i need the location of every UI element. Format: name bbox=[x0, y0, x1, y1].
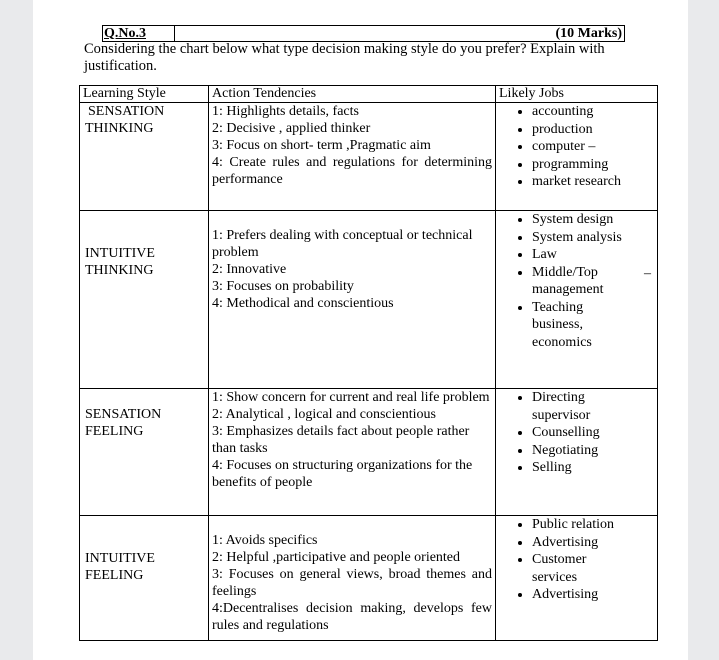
style-line: THINKING bbox=[85, 263, 154, 278]
question-header-box bbox=[102, 25, 625, 42]
job-item: • Advertising bbox=[532, 586, 654, 604]
jobs-list bbox=[499, 211, 654, 351]
table-row bbox=[80, 516, 658, 641]
tendency-line: 4: Methodical and conscientious bbox=[212, 296, 394, 311]
header-learning-style: Learning Style bbox=[80, 86, 209, 103]
job-item: • System analysis bbox=[532, 229, 654, 247]
job-item: • market research bbox=[532, 173, 654, 191]
tendency-line: 1: Avoids specifics bbox=[212, 533, 318, 548]
tendency-line: 4: Create rules and regulations for determining performance bbox=[212, 155, 492, 187]
tendency-line: 3: Focus on short- term ,Pragmatic aim bbox=[212, 138, 431, 153]
question-marks: (10 Marks) bbox=[555, 26, 622, 41]
learning-style-cell bbox=[80, 389, 209, 516]
style-line: INTUITIVE bbox=[85, 551, 155, 566]
header-divider bbox=[174, 25, 175, 42]
job-item: • System design bbox=[532, 211, 654, 229]
job-item: • Advertising bbox=[532, 534, 654, 552]
tendency-line: 1: Prefers dealing with conceptual or technical problem bbox=[212, 228, 473, 260]
job-item: • accounting bbox=[532, 103, 654, 121]
tendency-line: 2: Analytical , logical and conscientious bbox=[212, 407, 436, 422]
action-tendencies-cell bbox=[209, 211, 496, 389]
style-line: SENSATION bbox=[88, 104, 165, 119]
action-tendencies-cell bbox=[209, 389, 496, 516]
tendency-line: 2: Innovative bbox=[212, 262, 287, 277]
header-likely-jobs: Likely Jobs bbox=[496, 86, 658, 103]
job-item: • computer – bbox=[532, 138, 654, 156]
job-item: • Customer services bbox=[532, 551, 602, 586]
tendency-line: 3: Focuses on general views, broad themes and feelings bbox=[212, 567, 492, 599]
tendency-line: 4:Decentralises decision making, develops few rules and regulations bbox=[212, 601, 492, 633]
job-item: • Negotiating bbox=[532, 442, 654, 460]
likely-jobs-cell bbox=[496, 516, 658, 641]
tendency-line: 2: Helpful ,participative and people oriented bbox=[212, 550, 461, 565]
jobs-list bbox=[499, 516, 654, 604]
tendency-line: 1: Highlights details, facts bbox=[212, 104, 359, 119]
style-line: THINKING bbox=[85, 121, 154, 136]
stray-dash: – bbox=[644, 266, 651, 281]
job-item: • Counselling bbox=[532, 424, 654, 442]
job-item: • Middle/Top management bbox=[532, 264, 632, 299]
question-text: Considering the chart below what type decision making style do you prefer? Explain with justification. bbox=[84, 41, 605, 74]
tendency-line: 3: Focuses on probability bbox=[212, 279, 354, 294]
likely-jobs-cell bbox=[496, 103, 658, 211]
tendency-line: 4: Focuses on structuring organizations for the benefits of people bbox=[212, 458, 473, 490]
table-header-row bbox=[80, 86, 658, 103]
jobs-list bbox=[499, 389, 654, 477]
jobs-list bbox=[499, 103, 654, 191]
tendency-line: 2: Decisive , applied thinker bbox=[212, 121, 371, 136]
likely-jobs-cell bbox=[496, 211, 658, 389]
table-row bbox=[80, 389, 658, 516]
style-line: FEELING bbox=[85, 568, 144, 583]
likely-jobs-cell bbox=[496, 389, 658, 516]
tendency-line: 1: Show concern for current and real life problem bbox=[212, 390, 490, 405]
learning-style-cell bbox=[80, 516, 209, 641]
tendency-line: 3: Emphasizes details fact about people rather than tasks bbox=[212, 424, 470, 456]
learning-style-cell bbox=[80, 103, 209, 211]
job-item: • Law bbox=[532, 246, 654, 264]
decision-style-table bbox=[79, 85, 658, 641]
job-item: • Directing supervisor bbox=[532, 389, 612, 424]
style-line: INTUITIVE bbox=[85, 246, 155, 261]
style-line: SENSATION bbox=[85, 407, 162, 422]
job-item: • Public relation bbox=[532, 516, 654, 534]
table-row bbox=[80, 211, 658, 389]
question-number: Q.No.3 bbox=[104, 26, 146, 41]
action-tendencies-cell bbox=[209, 103, 496, 211]
job-item: • production bbox=[532, 121, 654, 139]
header-action-tendencies: Action Tendencies bbox=[209, 86, 496, 103]
job-item: • Teaching business, economics bbox=[532, 299, 632, 352]
action-tendencies-cell bbox=[209, 516, 496, 641]
job-item: • Selling bbox=[532, 459, 654, 477]
style-line: FEELING bbox=[85, 424, 144, 439]
job-item: • programming bbox=[532, 156, 654, 174]
table-row bbox=[80, 103, 658, 211]
learning-style-cell bbox=[80, 211, 209, 389]
